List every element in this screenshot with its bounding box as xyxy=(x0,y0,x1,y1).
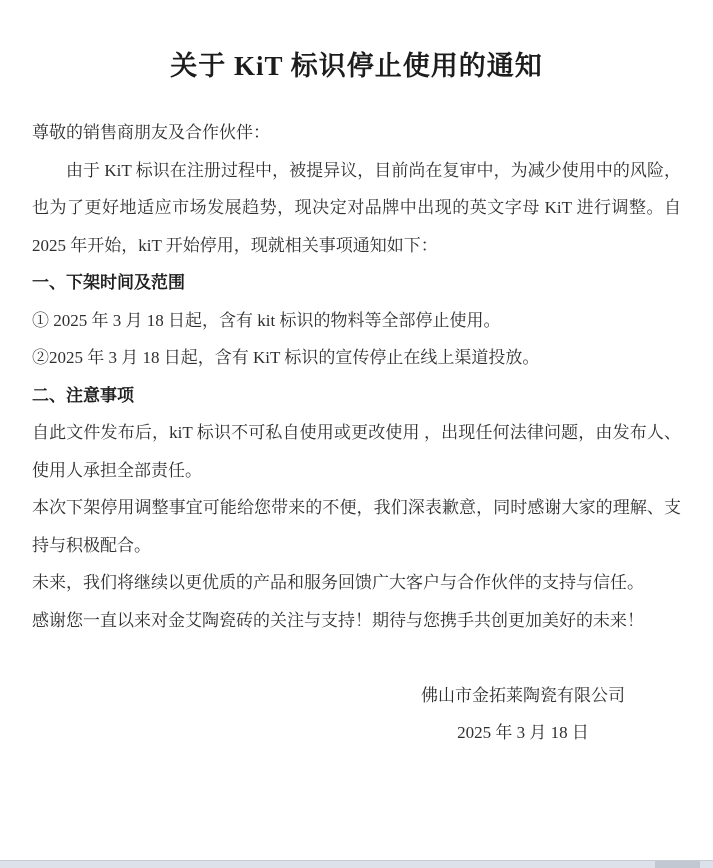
section2-paragraph-2: 本次下架停用调整事宜可能给您带来的不便，我们深表歉意，同时感谢大家的理解、支持与积极配合。 xyxy=(32,498,681,555)
section1-item-1: ① 2025 年 3 月 18 日起，含有 kit 标识的物料等全部停止使用。 xyxy=(32,310,501,330)
signature-date: 2025 年 3 月 18 日 xyxy=(457,723,589,742)
section2-paragraph-4: 感谢您一直以来对金艾陶瓷砖的关注与支持！期待与您携手共创更加美好的未来！ xyxy=(32,610,644,630)
document-title: 关于 KiT 标识停止使用的通知 xyxy=(170,51,543,81)
section2-paragraph-3: 未来，我们将继续以更优质的产品和服务回馈广大客户与合作伙伴的支持与信任。 xyxy=(32,573,644,592)
intro-paragraph: 由于 KiT 标识在注册过程中，被提异议，目前尚在复审中，为减少使用中的风险，也为了更好地适应市场发展趋势，现决定对品牌中出现的英文字母 KiT 进行调整。自 2025 年开始，kiT 开始停用，现就相关事项通知如下： xyxy=(32,160,681,255)
section1-item-2: ②2025 年 3 月 18 日起，含有 KiT 标识的宣传停止在线上渠道投放。 xyxy=(32,348,540,367)
section2-paragraph-1: 自此文件发布后，kiT 标识不可私自使用或更改使用 ，出现任何法律问题，由发布人、使用人承担全部责任。 xyxy=(32,423,681,480)
bottom-scrollbar-track[interactable] xyxy=(0,860,713,868)
section2-heading: 二、注意事项 xyxy=(32,385,134,405)
scrollbar-thumb[interactable] xyxy=(655,861,700,868)
document-body xyxy=(32,114,681,752)
section1-heading: 一、下架时间及范围 xyxy=(32,273,185,292)
greeting-line: 尊敬的销售商朋友及合作伙伴： xyxy=(32,123,270,142)
signature-company: 佛山市金拓莱陶瓷有限公司 xyxy=(421,685,625,705)
signature-block xyxy=(421,677,625,752)
